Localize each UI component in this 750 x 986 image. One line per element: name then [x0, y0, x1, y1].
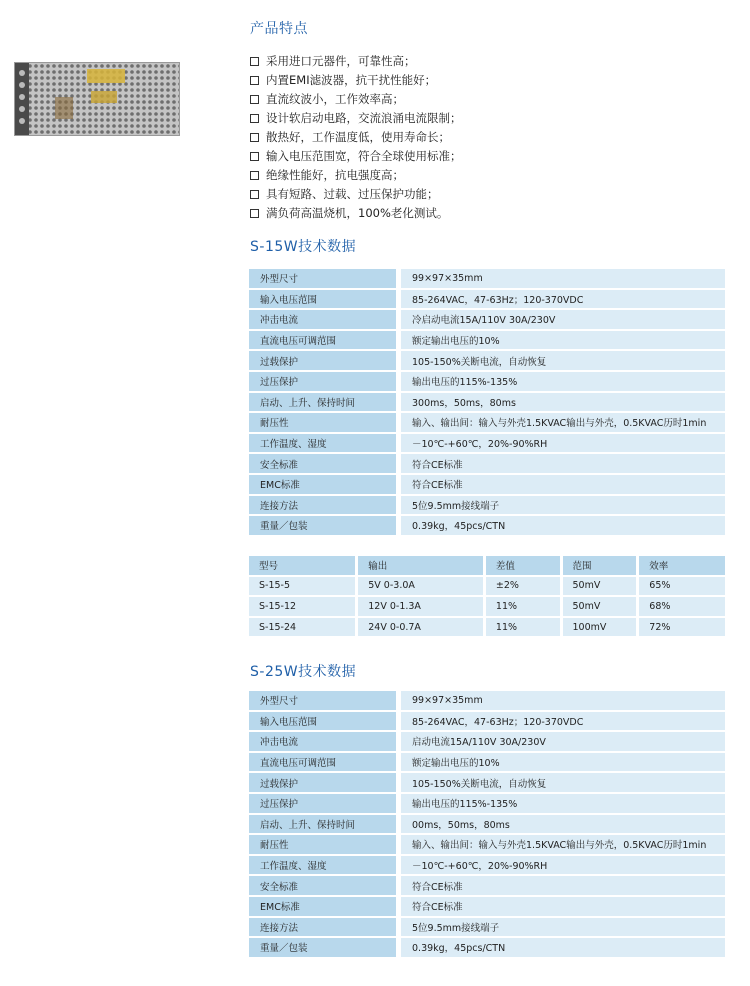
feature-text: 绝缘性能好，抗电强度高；	[266, 168, 404, 182]
spec-value: 输出电压的115%-135%	[396, 794, 725, 813]
spec-label: 安全标准	[249, 876, 396, 895]
model-cell: 5V 0-3.0A	[355, 577, 483, 596]
s25-spec-title: S-25W技术数据	[250, 664, 357, 680]
model-cell: S-15-5	[249, 577, 355, 596]
spec-row	[249, 876, 725, 895]
spec-value: 启动电流15A/110V 30A/230V	[396, 732, 725, 751]
spec-label: 工作温度、湿度	[249, 856, 396, 875]
spec-row	[249, 938, 725, 957]
power-supply-image	[15, 63, 180, 136]
spec-value: 符合CE标准	[396, 454, 725, 473]
checkbox-icon	[250, 133, 259, 142]
spec-row	[249, 372, 725, 391]
checkbox-icon	[250, 95, 259, 104]
spec-label: 直流电压可调范围	[249, 753, 396, 772]
feature-item	[250, 166, 462, 185]
spec-label: 连接方法	[249, 918, 396, 937]
spec-label: 过压保护	[249, 372, 396, 391]
feature-item	[250, 71, 462, 90]
spec-row	[249, 773, 725, 792]
spec-row	[249, 351, 725, 370]
spec-label: 直流电压可调范围	[249, 331, 396, 350]
spec-value: 输入、输出间：输入与外壳1.5KVAC输出与外壳，0.5KVAC历时1min	[396, 413, 725, 432]
feature-text: 散热好，工作温度低，使用寿命长；	[266, 130, 450, 144]
model-cell: 24V 0-0.7A	[355, 618, 483, 637]
model-cell: 100mV	[560, 618, 637, 637]
spec-value: 额定输出电压的10%	[396, 753, 725, 772]
model-header-row	[249, 556, 725, 575]
spec-row	[249, 393, 725, 412]
spec-label: 过载保护	[249, 351, 396, 370]
spec-value: －10℃-+60℃，20%-90%RH	[396, 434, 725, 453]
feature-list	[250, 52, 462, 223]
spec-label: 冲击电流	[249, 310, 396, 329]
model-header-cell: 差值	[483, 556, 560, 575]
spec-row	[249, 310, 725, 329]
spec-row	[249, 434, 725, 453]
checkbox-icon	[250, 209, 259, 218]
model-cell: 11%	[483, 597, 560, 616]
spec-value: 0.39kg，45pcs/CTN	[396, 516, 725, 535]
spec-row	[249, 413, 725, 432]
spec-row	[249, 794, 725, 813]
feature-item	[250, 147, 462, 166]
spec-row	[249, 732, 725, 751]
spec-label: 外型尺寸	[249, 269, 396, 288]
feature-text: 输入电压范围宽，符合全球使用标准；	[266, 149, 462, 163]
spec-value: 99×97×35mm	[396, 691, 725, 710]
spec-value: 符合CE标准	[396, 897, 725, 916]
spec-label: 过载保护	[249, 773, 396, 792]
feature-text: 采用进口元器件，可靠性高；	[266, 54, 416, 68]
checkbox-icon	[250, 76, 259, 85]
spec-label: 耐压性	[249, 413, 396, 432]
spec-value: 5位9.5mm接线端子	[396, 496, 725, 515]
spec-value: －10℃-+60℃，20%-90%RH	[396, 856, 725, 875]
spec-row	[249, 835, 725, 854]
spec-value: 符合CE标准	[396, 876, 725, 895]
model-table	[249, 554, 725, 638]
checkbox-icon	[250, 190, 259, 199]
model-header-cell: 输出	[355, 556, 483, 575]
model-cell: ±2%	[483, 577, 560, 596]
model-row	[249, 618, 725, 637]
feature-text: 具有短路、过载、过压保护功能；	[266, 187, 439, 201]
spec-label: 耐压性	[249, 835, 396, 854]
feature-text: 内置EMI滤波器，抗干扰性能好；	[266, 73, 437, 87]
spec-value: 85-264VAC，47-63Hz；120-370VDC	[396, 290, 725, 309]
spec-label: 输入电压范围	[249, 712, 396, 731]
spec-label: 安全标准	[249, 454, 396, 473]
feature-item	[250, 109, 462, 128]
spec-row	[249, 815, 725, 834]
spec-label: 启动、上升、保持时间	[249, 393, 396, 412]
feature-item	[250, 204, 462, 223]
spec-value: 输入、输出间：输入与外壳1.5KVAC输出与外壳，0.5KVAC历时1min	[396, 835, 725, 854]
feature-item	[250, 52, 462, 71]
model-cell: S-15-24	[249, 618, 355, 637]
spec-label: 重量／包装	[249, 938, 396, 957]
model-header-cell: 效率	[636, 556, 725, 575]
feature-item	[250, 128, 462, 147]
model-header-cell: 范围	[560, 556, 637, 575]
spec-row	[249, 918, 725, 937]
spec-value: 冷启动电流15A/110V 30A/230V	[396, 310, 725, 329]
spec-label: 过压保护	[249, 794, 396, 813]
spec-label: EMC标准	[249, 897, 396, 916]
spec-value: 99×97×35mm	[396, 269, 725, 288]
spec-value: 85-264VAC，47-63Hz；120-370VDC	[396, 712, 725, 731]
spec-row	[249, 290, 725, 309]
spec-value: 300ms，50ms，80ms	[396, 393, 725, 412]
model-row	[249, 577, 725, 596]
model-cell: 11%	[483, 618, 560, 637]
s15-spec-table	[249, 267, 725, 537]
model-cell: 50mV	[560, 597, 637, 616]
spec-row	[249, 753, 725, 772]
spec-row	[249, 496, 725, 515]
spec-label: 重量／包装	[249, 516, 396, 535]
spec-row	[249, 269, 725, 288]
model-cell: 50mV	[560, 577, 637, 596]
model-header-cell: 型号	[249, 556, 355, 575]
checkbox-icon	[250, 114, 259, 123]
spec-value: 0.39kg，45pcs/CTN	[396, 938, 725, 957]
model-cell: 65%	[636, 577, 725, 596]
spec-row	[249, 897, 725, 916]
checkbox-icon	[250, 152, 259, 161]
spec-row	[249, 856, 725, 875]
spec-row	[249, 475, 725, 494]
feature-text: 直流纹波小，工作效率高；	[266, 92, 404, 106]
model-cell: 12V 0-1.3A	[355, 597, 483, 616]
spec-value: 额定输出电压的10%	[396, 331, 725, 350]
spec-row	[249, 691, 725, 710]
checkbox-icon	[250, 57, 259, 66]
spec-value: 105-150%关断电流，自动恢复	[396, 773, 725, 792]
s15-spec-title: S-15W技术数据	[250, 239, 357, 255]
spec-label: 冲击电流	[249, 732, 396, 751]
product-photo	[14, 62, 180, 136]
spec-value: 5位9.5mm接线端子	[396, 918, 725, 937]
model-cell: S-15-12	[249, 597, 355, 616]
spec-row	[249, 516, 725, 535]
spec-label: 连接方法	[249, 496, 396, 515]
spec-label: 工作温度、湿度	[249, 434, 396, 453]
spec-value: 符合CE标准	[396, 475, 725, 494]
spec-label: 输入电压范围	[249, 290, 396, 309]
spec-row	[249, 712, 725, 731]
model-cell: 72%	[636, 618, 725, 637]
checkbox-icon	[250, 171, 259, 180]
spec-row	[249, 454, 725, 473]
spec-label: 启动、上升、保持时间	[249, 815, 396, 834]
feature-text: 设计软启动电路，交流浪涌电流限制；	[266, 111, 462, 125]
model-row	[249, 597, 725, 616]
feature-item	[250, 90, 462, 109]
spec-value: 105-150%关断电流，自动恢复	[396, 351, 725, 370]
model-cell: 68%	[636, 597, 725, 616]
features-title: 产品特点	[250, 21, 308, 37]
spec-value: 00ms，50ms，80ms	[396, 815, 725, 834]
spec-row	[249, 331, 725, 350]
feature-item	[250, 185, 462, 204]
spec-label: EMC标准	[249, 475, 396, 494]
feature-text: 满负荷高温烧机，100%老化测试。	[266, 206, 449, 220]
spec-value: 输出电压的115%-135%	[396, 372, 725, 391]
spec-label: 外型尺寸	[249, 691, 396, 710]
s25-spec-table	[249, 689, 725, 959]
